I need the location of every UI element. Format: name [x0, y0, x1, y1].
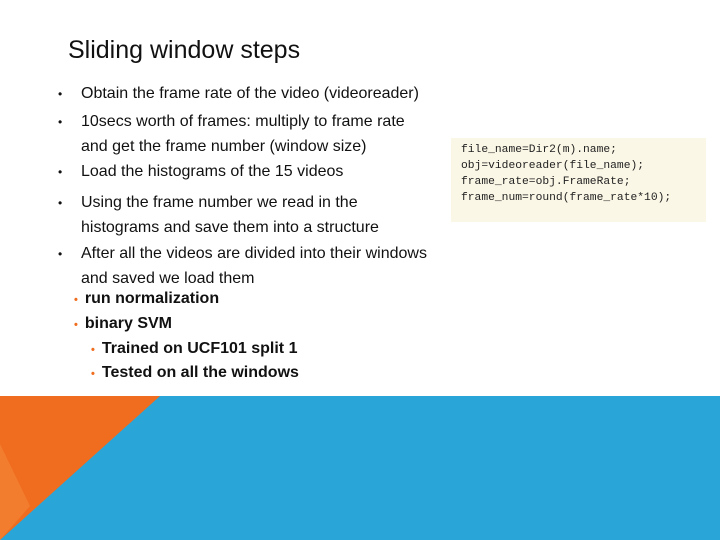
- bullet-line: and get the frame number (window size): [81, 137, 367, 155]
- bullet-line: 10secs worth of frames: multiply to frame rate: [81, 113, 405, 130]
- bullet-glyph: •: [58, 196, 63, 210]
- sub-sub-bullet-tested: [91, 361, 299, 387]
- bullet-line: Using the frame number we read in the: [81, 194, 358, 211]
- bullet-line: histograms and save them into a structure: [81, 218, 379, 236]
- sub-bullet-label: run normalization: [84, 290, 220, 307]
- bullet-glyph: •: [58, 115, 63, 129]
- bullet-glyph: •: [58, 87, 63, 101]
- bullet-glyph: •: [58, 247, 63, 261]
- decorative-footer: [0, 396, 720, 540]
- bullet-line: and saved we load them: [81, 269, 255, 287]
- code-line: file_name=Dir2(m).name;: [461, 144, 617, 156]
- bullet-line: Obtain the frame rate of the video (videoreader): [81, 85, 419, 102]
- sub-bullet-glyph: •: [74, 319, 78, 331]
- sub-bullet-label: binary SVM: [84, 315, 172, 332]
- sub-bullet-label: Trained on UCF101 split 1: [101, 340, 298, 357]
- code-snippet: [451, 138, 706, 222]
- sub-bullet-glyph: •: [74, 294, 78, 306]
- sub-bullet-binary-svm: [74, 312, 172, 338]
- sub-sub-bullet-trained: [91, 337, 297, 363]
- sub-bullet-label: Tested on all the windows: [101, 364, 299, 381]
- bullet-line: Load the histograms of the 15 videos: [81, 163, 344, 180]
- bullet-line: After all the videos are divided into their windows: [81, 245, 427, 262]
- footer-shapes: [0, 396, 720, 540]
- sub-bullet-run-normalization: [74, 287, 219, 313]
- code-line: frame_rate=obj.FrameRate;: [461, 176, 631, 188]
- sub-bullet-glyph: •: [91, 368, 95, 380]
- bullet-glyph: •: [58, 165, 63, 179]
- slide-title: Sliding window steps: [68, 36, 301, 64]
- sub-bullet-glyph: •: [91, 344, 95, 356]
- code-line: frame_num=round(frame_rate*10);: [461, 192, 672, 204]
- code-line: obj=videoreader(file_name);: [461, 160, 645, 172]
